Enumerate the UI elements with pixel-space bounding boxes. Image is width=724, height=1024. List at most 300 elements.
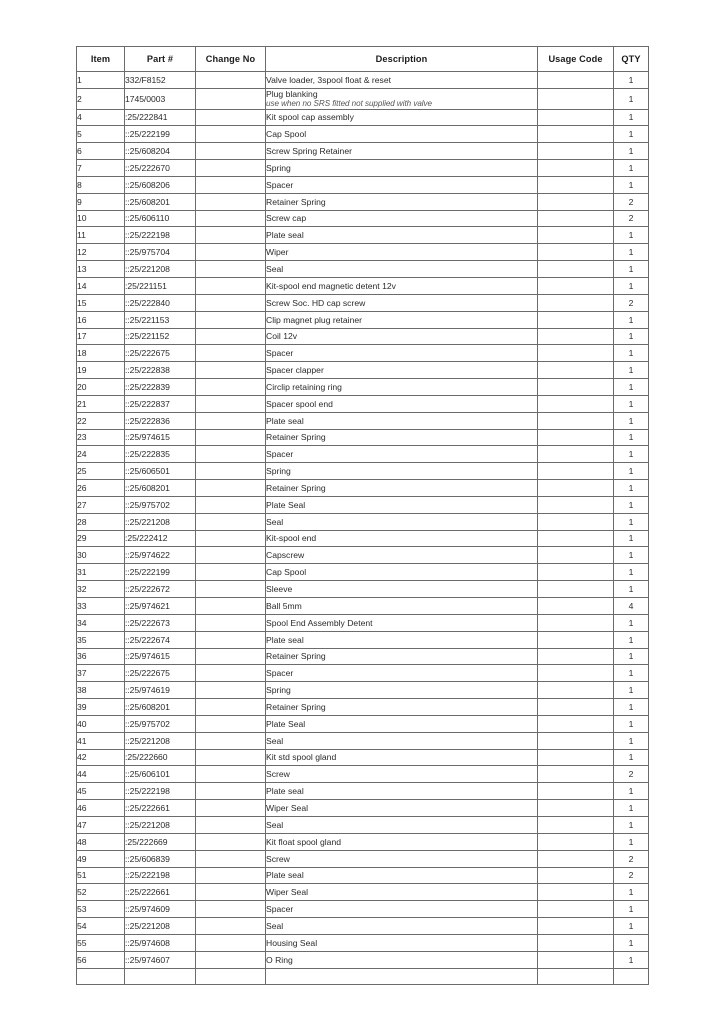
cell-qty: 1 [614,311,649,328]
cell-qty: 2 [614,766,649,783]
description-text: Coil 12v [266,331,298,342]
cell-description [266,261,538,278]
cell-qty: 1 [614,109,649,126]
cell-usage-code[interactable] [538,143,614,160]
cell-usage-code[interactable] [538,328,614,345]
cell-change-no[interactable] [196,311,266,328]
cell-qty: 1 [614,345,649,362]
description-text: Kit std spool gland [266,752,337,763]
cell-qty: 1 [614,800,649,817]
cell-description [266,816,538,833]
cell-change-no[interactable] [196,833,266,850]
cell-usage-code[interactable] [538,294,614,311]
cell-usage-code[interactable] [538,88,614,109]
cell-usage-code[interactable] [538,412,614,429]
cell-item-number: 5 [77,126,125,143]
cell-description [266,766,538,783]
table-row [77,715,649,732]
cell-change-no[interactable] [196,244,266,261]
cell-usage-code[interactable] [538,581,614,598]
description-text: Wiper [266,247,289,258]
cell-description [266,833,538,850]
cell-part-number: ::25/222198 [125,783,196,800]
cell-item-number: 40 [77,715,125,732]
cell-change-no[interactable] [196,210,266,227]
cell-change-no[interactable] [196,463,266,480]
table-row [77,918,649,935]
table-row [77,244,649,261]
cell-change-no[interactable] [196,648,266,665]
cell-usage-code[interactable] [538,210,614,227]
cell-change-no[interactable] [196,412,266,429]
cell-description [266,311,538,328]
cell-part-number: ::25/975702 [125,715,196,732]
cell-usage-code[interactable] [538,72,614,89]
cell-description [266,480,538,497]
cell-description [266,968,538,985]
cell-part-number: ::25/222199 [125,126,196,143]
cell-item-number: 9 [77,193,125,210]
cell-description [266,901,538,918]
description-text: Housing Seal [266,937,318,948]
cell-change-no[interactable] [196,732,266,749]
cell-description [266,648,538,665]
cell-change-no[interactable] [196,850,266,867]
cell-qty: 1 [614,901,649,918]
cell-item-number: 21 [77,395,125,412]
cell-part-number: ::25/222840 [125,294,196,311]
cell-usage-code[interactable] [538,850,614,867]
cell-usage-code[interactable] [538,261,614,278]
cell-usage-code[interactable] [538,833,614,850]
cell-item-number: 30 [77,547,125,564]
cell-item-number: 17 [77,328,125,345]
cell-part-number: ::25/222672 [125,581,196,598]
parts-table [76,46,649,985]
cell-qty: 1 [614,429,649,446]
cell-change-no[interactable] [196,126,266,143]
cell-description [266,631,538,648]
cell-usage-code[interactable] [538,699,614,716]
cell-description [266,749,538,766]
cell-part-number: :25/222660 [125,749,196,766]
cell-usage-code[interactable] [538,732,614,749]
cell-change-no[interactable] [196,631,266,648]
cell-change-no[interactable] [196,160,266,177]
cell-description [266,884,538,901]
description-text: Seal [266,819,284,830]
cell-qty: 1 [614,480,649,497]
cell-part-number: ::25/222673 [125,614,196,631]
cell-usage-code[interactable] [538,749,614,766]
cell-usage-code[interactable] [538,345,614,362]
cell-usage-code[interactable] [538,884,614,901]
table-row [77,480,649,497]
description-text: Sleeve [266,584,293,594]
table-row [77,109,649,126]
cell-change-no[interactable] [196,362,266,379]
cell-usage-code[interactable] [538,530,614,547]
cell-usage-code[interactable] [538,918,614,935]
cell-item-number: 53 [77,901,125,918]
cell-part-number: ::25/975702 [125,496,196,513]
cell-qty: 1 [614,918,649,935]
cell-change-no[interactable] [196,581,266,598]
cell-part-number: ::25/221153 [125,311,196,328]
cell-usage-code[interactable] [538,648,614,665]
cell-item-number: 34 [77,614,125,631]
table-row [77,379,649,396]
cell-part-number: ::25/608206 [125,176,196,193]
cell-qty: 1 [614,614,649,631]
description-text: Seal [266,516,284,527]
cell-usage-code[interactable] [538,665,614,682]
table-row [77,867,649,884]
table-row [77,665,649,682]
cell-description [266,665,538,682]
cell-part-number: 332/F8152 [125,72,196,89]
cell-change-no[interactable] [196,193,266,210]
cell-change-no[interactable] [196,715,266,732]
cell-change-no[interactable] [196,496,266,513]
cell-change-no[interactable] [196,867,266,884]
cell-description [266,379,538,396]
cell-item-number: 55 [77,934,125,951]
table-body [77,72,649,985]
cell-usage-code[interactable] [538,227,614,244]
cell-description [266,362,538,379]
cell-description [266,395,538,412]
cell-qty: 1 [614,395,649,412]
table-row [77,412,649,429]
description-text: Screw cap [266,213,307,224]
cell-usage-code[interactable] [538,547,614,564]
cell-description [266,867,538,884]
cell-part-number: ::25/221208 [125,513,196,530]
cell-usage-code[interactable] [538,109,614,126]
table-row [77,227,649,244]
table-row [77,800,649,817]
cell-change-no[interactable] [196,176,266,193]
table-row [77,88,649,109]
cell-change-no[interactable] [196,429,266,446]
cell-change-no[interactable] [196,800,266,817]
cell-part-number: ::25/222835 [125,446,196,463]
cell-change-no[interactable] [196,682,266,699]
table-row [77,210,649,227]
cell-change-no[interactable] [196,699,266,716]
cell-qty: 1 [614,446,649,463]
cell-usage-code[interactable] [538,816,614,833]
cell-description [266,850,538,867]
cell-item-number: 32 [77,581,125,598]
cell-item-number: 11 [77,227,125,244]
cell-item-number: 45 [77,783,125,800]
cell-usage-code[interactable] [538,395,614,412]
cell-description [266,581,538,598]
table-row [77,311,649,328]
description-text: Plate seal [266,786,304,797]
cell-change-no[interactable] [196,934,266,951]
cell-part-number: ::25/221152 [125,328,196,345]
table-row [77,72,649,89]
table-header [77,47,649,72]
cell-item-number: 46 [77,800,125,817]
description-text: Retainer Spring [266,651,326,662]
cell-change-no[interactable] [196,395,266,412]
cell-description [266,918,538,935]
table-row [77,160,649,177]
cell-change-no[interactable] [196,72,266,89]
cell-item-number: 44 [77,766,125,783]
description-text: Spacer [266,348,294,359]
description-text: Kit-spool end magnetic detent 12v [266,280,396,291]
cell-usage-code[interactable] [538,951,614,968]
cell-change-no[interactable] [196,88,266,109]
cell-item-number: 39 [77,699,125,716]
cell-description [266,598,538,615]
cell-change-no[interactable] [196,918,266,935]
cell-usage-code[interactable] [538,564,614,581]
cell-qty: 1 [614,833,649,850]
cell-description [266,210,538,227]
cell-qty: 1 [614,682,649,699]
cell-item-number: 2 [77,88,125,109]
cell-item-number: 37 [77,665,125,682]
cell-part-number: ::25/222675 [125,345,196,362]
cell-usage-code[interactable] [538,193,614,210]
cell-qty: 1 [614,631,649,648]
cell-qty: 1 [614,934,649,951]
cell-item-number: 42 [77,749,125,766]
cell-part-number: 1745/0003 [125,88,196,109]
table-row [77,901,649,918]
cell-part-number: ::25/222198 [125,227,196,244]
cell-usage-code[interactable] [538,800,614,817]
table-row [77,749,649,766]
cell-usage-code[interactable] [538,715,614,732]
cell-item-number: 15 [77,294,125,311]
cell-description [266,160,538,177]
cell-usage-code[interactable] [538,901,614,918]
cell-part-number: ::25/222837 [125,395,196,412]
cell-change-no[interactable] [196,446,266,463]
cell-change-no[interactable] [196,227,266,244]
table-row [77,884,649,901]
column-header-qty: QTY [614,47,649,72]
cell-part-number: ::25/608201 [125,193,196,210]
cell-description [266,951,538,968]
cell-qty: 4 [614,598,649,615]
cell-usage-code[interactable] [538,480,614,497]
cell-change-no[interactable] [196,665,266,682]
description-text: Valve loader, 3spool float & reset [266,74,392,85]
cell-part-number: ::25/975704 [125,244,196,261]
cell-qty: 2 [614,193,649,210]
cell-item-number: 41 [77,732,125,749]
cell-change-no[interactable] [196,547,266,564]
cell-usage-code[interactable] [538,463,614,480]
description-text: Plate seal [266,415,304,426]
cell-qty: 1 [614,463,649,480]
cell-description [266,294,538,311]
cell-usage-code[interactable] [538,766,614,783]
cell-change-no[interactable] [196,614,266,631]
cell-description [266,934,538,951]
cell-item-number [77,968,125,985]
cell-qty: 1 [614,362,649,379]
cell-usage-code[interactable] [538,176,614,193]
cell-item-number: 8 [77,176,125,193]
cell-change-no[interactable] [196,749,266,766]
cell-description [266,126,538,143]
cell-part-number: ::25/974607 [125,951,196,968]
cell-change-no[interactable] [196,261,266,278]
cell-qty: 1 [614,581,649,598]
cell-description [266,530,538,547]
column-header-usage: Usage Code [538,47,614,72]
cell-part-number: ::25/222839 [125,379,196,396]
table-row [77,833,649,850]
cell-change-no[interactable] [196,480,266,497]
cell-part-number: ::25/222838 [125,362,196,379]
cell-item-number: 36 [77,648,125,665]
cell-qty: 1 [614,816,649,833]
description-text: Plug blanking [266,88,318,99]
cell-description [266,244,538,261]
cell-part-number: ::25/974608 [125,934,196,951]
cell-qty: 1 [614,732,649,749]
cell-qty: 1 [614,72,649,89]
cell-change-no[interactable] [196,951,266,968]
cell-qty: 1 [614,884,649,901]
cell-item-number: 26 [77,480,125,497]
cell-description [266,193,538,210]
cell-qty: 1 [614,547,649,564]
cell-usage-code[interactable] [538,362,614,379]
cell-part-number: ::25/608204 [125,143,196,160]
cell-change-no[interactable] [196,564,266,581]
table-row [77,328,649,345]
cell-change-no[interactable] [196,530,266,547]
cell-usage-code[interactable] [538,311,614,328]
cell-change-no[interactable] [196,783,266,800]
cell-change-no[interactable] [196,294,266,311]
cell-part-number: ::25/608201 [125,480,196,497]
cell-usage-code[interactable] [538,379,614,396]
cell-usage-code[interactable] [538,614,614,631]
cell-change-no[interactable] [196,345,266,362]
description-text: Screw [266,853,290,864]
cell-usage-code[interactable] [538,126,614,143]
cell-change-no[interactable] [196,328,266,345]
cell-change-no[interactable] [196,901,266,918]
description-text: Retainer Spring [266,196,326,207]
cell-change-no[interactable] [196,379,266,396]
cell-change-no[interactable] [196,766,266,783]
description-text: Seal [266,920,284,931]
cell-description [266,143,538,160]
cell-usage-code[interactable] [538,496,614,513]
cell-change-no[interactable] [196,143,266,160]
cell-usage-code[interactable] [538,968,614,985]
description-text: Wiper Seal [266,887,309,898]
cell-usage-code[interactable] [538,867,614,884]
cell-item-number: 28 [77,513,125,530]
cell-part-number: ::25/222674 [125,631,196,648]
cell-usage-code[interactable] [538,682,614,699]
cell-usage-code[interactable] [538,783,614,800]
table-row [77,176,649,193]
table-row [77,598,649,615]
cell-change-no[interactable] [196,968,266,985]
table-row [77,783,649,800]
cell-qty: 1 [614,160,649,177]
cell-usage-code[interactable] [538,631,614,648]
cell-part-number: :25/222412 [125,530,196,547]
cell-item-number: 25 [77,463,125,480]
table-row [77,682,649,699]
table-row [77,429,649,446]
description-text: Retainer Spring [266,482,326,493]
cell-usage-code[interactable] [538,277,614,294]
cell-item-number: 13 [77,261,125,278]
table-row [77,816,649,833]
cell-change-no[interactable] [196,109,266,126]
cell-item-number: 38 [77,682,125,699]
cell-usage-code[interactable] [538,446,614,463]
cell-change-no[interactable] [196,513,266,530]
cell-part-number: ::25/606501 [125,463,196,480]
description-text: Spacer [266,179,294,190]
cell-qty: 1 [614,530,649,547]
table-row [77,547,649,564]
cell-change-no[interactable] [196,884,266,901]
cell-change-no[interactable] [196,816,266,833]
cell-qty: 1 [614,715,649,732]
cell-usage-code[interactable] [538,160,614,177]
column-header-part: Part # [125,47,196,72]
cell-qty: 1 [614,126,649,143]
table-row [77,126,649,143]
cell-part-number: ::25/606101 [125,766,196,783]
description-text: Spool End Assembly Detent [266,617,373,628]
cell-part-number: ::25/221208 [125,816,196,833]
cell-change-no[interactable] [196,598,266,615]
cell-description [266,699,538,716]
table-row [77,446,649,463]
table-row [77,850,649,867]
cell-usage-code[interactable] [538,429,614,446]
description-text: Spacer [266,449,294,460]
cell-qty: 1 [614,277,649,294]
cell-description [266,176,538,193]
description-text: Retainer Spring [266,701,326,712]
cell-qty: 2 [614,850,649,867]
table-row [77,631,649,648]
cell-description [266,72,538,89]
cell-description [266,564,538,581]
cell-qty: 1 [614,227,649,244]
cell-item-number: 22 [77,412,125,429]
cell-usage-code[interactable] [538,598,614,615]
cell-change-no[interactable] [196,277,266,294]
cell-usage-code[interactable] [538,244,614,261]
cell-description [266,783,538,800]
cell-usage-code[interactable] [538,934,614,951]
cell-usage-code[interactable] [538,513,614,530]
cell-description [266,227,538,244]
